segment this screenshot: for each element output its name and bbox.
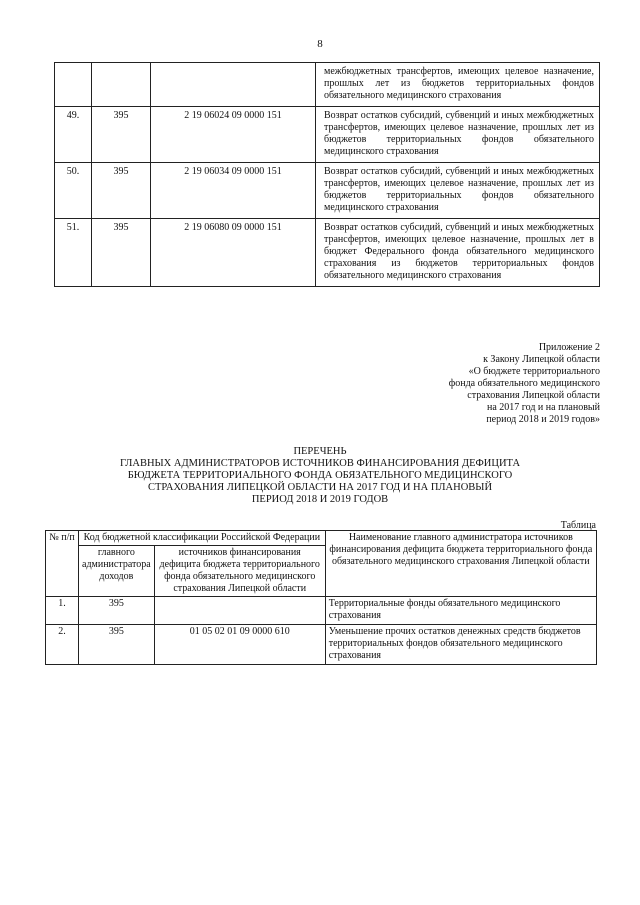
appendix-line: «О бюджете территориального	[468, 366, 600, 377]
table-row	[55, 219, 600, 287]
appendix-heading	[400, 342, 600, 426]
revenue-admin-table-continued	[54, 62, 600, 287]
admin-code: 395	[92, 163, 151, 219]
revenue-name: Возврат остатков субсидий, субвенций и иных межбюджетных трансфертов, имеющих целевое назначение, прошлых лет из бюджетов территориальных фондов обязательного медицинского страхования	[316, 107, 600, 163]
admin-code: 395	[79, 625, 155, 665]
table-label: Таблица	[560, 520, 596, 531]
row-number	[55, 63, 92, 107]
admin-code	[92, 63, 151, 107]
header-code-group: Код бюджетной классификации Российской Федерации	[79, 531, 326, 546]
row-number: 2.	[46, 625, 79, 665]
revenue-code: 2 19 06034 09 0000 151	[151, 163, 316, 219]
title-line: СТРАХОВАНИЯ ЛИПЕЦКОЙ ОБЛАСТИ НА 2017 ГОД И НА ПЛАНОВЫЙ	[147, 482, 493, 493]
header-admin-code: главного администратора доходов	[79, 546, 155, 597]
appendix-line: к Закону Липецкой области	[483, 354, 600, 365]
admin-code: 395	[92, 107, 151, 163]
admin-code: 395	[79, 597, 155, 625]
appendix-line: Приложение 2	[538, 342, 600, 353]
source-code: 01 05 02 01 09 0000 610	[154, 625, 325, 665]
row-number: 1.	[46, 597, 79, 625]
table-header-row	[46, 531, 597, 546]
table-row	[55, 107, 600, 163]
title-line: БЮДЖЕТА ТЕРРИТОРИАЛЬНОГО ФОНДА ОБЯЗАТЕЛЬНОГО МЕДИЦИНСКОГО	[127, 470, 513, 481]
revenue-code: 2 19 06080 09 0000 151	[151, 219, 316, 287]
table-row	[55, 163, 600, 219]
title-line: ПЕРИОД 2018 И 2019 ГОДОВ	[251, 494, 389, 505]
table-row	[46, 625, 597, 665]
admin-name: Уменьшение прочих остатков денежных средств бюджетов территориальных фондов обязательного медицинского страхования	[325, 625, 596, 665]
revenue-name: Возврат остатков субсидий, субвенций и иных межбюджетных трансфертов, имеющих целевое назначение, прошлых лет из бюджетов территориальных фондов обязательного медицинского страхования	[316, 163, 600, 219]
revenue-name: межбюджетных трансфертов, имеющих целевое назначение, прошлых лет из бюджетов территориальных фондов обязательного медицинского страхования	[316, 63, 600, 107]
deficit-sources-table	[45, 530, 597, 665]
appendix-line: на 2017 год и на плановый	[486, 402, 600, 413]
document-title	[80, 446, 560, 506]
title-line: ГЛАВНЫХ АДМИНИСТРАТОРОВ ИСТОЧНИКОВ ФИНАНСИРОВАНИЯ ДЕФИЦИТА	[119, 458, 521, 469]
appendix-line: страхования Липецкой области	[467, 390, 600, 401]
row-number: 51.	[55, 219, 92, 287]
header-source-code: источников финансирования дефицита бюджета территориального фонда обязательного медицинского страхования Липецкой области	[154, 546, 325, 597]
page-number: 8	[317, 38, 323, 50]
revenue-code	[151, 63, 316, 107]
row-number: 49.	[55, 107, 92, 163]
header-admin-name: Наименование главного администратора источников финансирования дефицита бюджета территориального фонда обязательного медицинского страхования Липецкой области	[325, 531, 596, 597]
admin-code: 395	[92, 219, 151, 287]
appendix-line: фонда обязательного медицинского	[448, 378, 600, 389]
title-line: ПЕРЕЧЕНЬ	[293, 446, 347, 457]
table-row	[46, 597, 597, 625]
header-row-number: № п/п	[46, 531, 79, 597]
revenue-name: Возврат остатков субсидий, субвенций и иных межбюджетных трансфертов, имеющих целевое назначение, прошлых лет в бюджет Федерального фонда обязательного медицинского страхования из бюджетов территориальных фондов обязательного медицинского страхования	[316, 219, 600, 287]
source-code	[154, 597, 325, 625]
admin-name: Территориальные фонды обязательного медицинского страхования	[325, 597, 596, 625]
row-number: 50.	[55, 163, 92, 219]
revenue-code: 2 19 06024 09 0000 151	[151, 107, 316, 163]
appendix-line: период 2018 и 2019 годов»	[486, 414, 600, 425]
table-row	[55, 63, 600, 107]
